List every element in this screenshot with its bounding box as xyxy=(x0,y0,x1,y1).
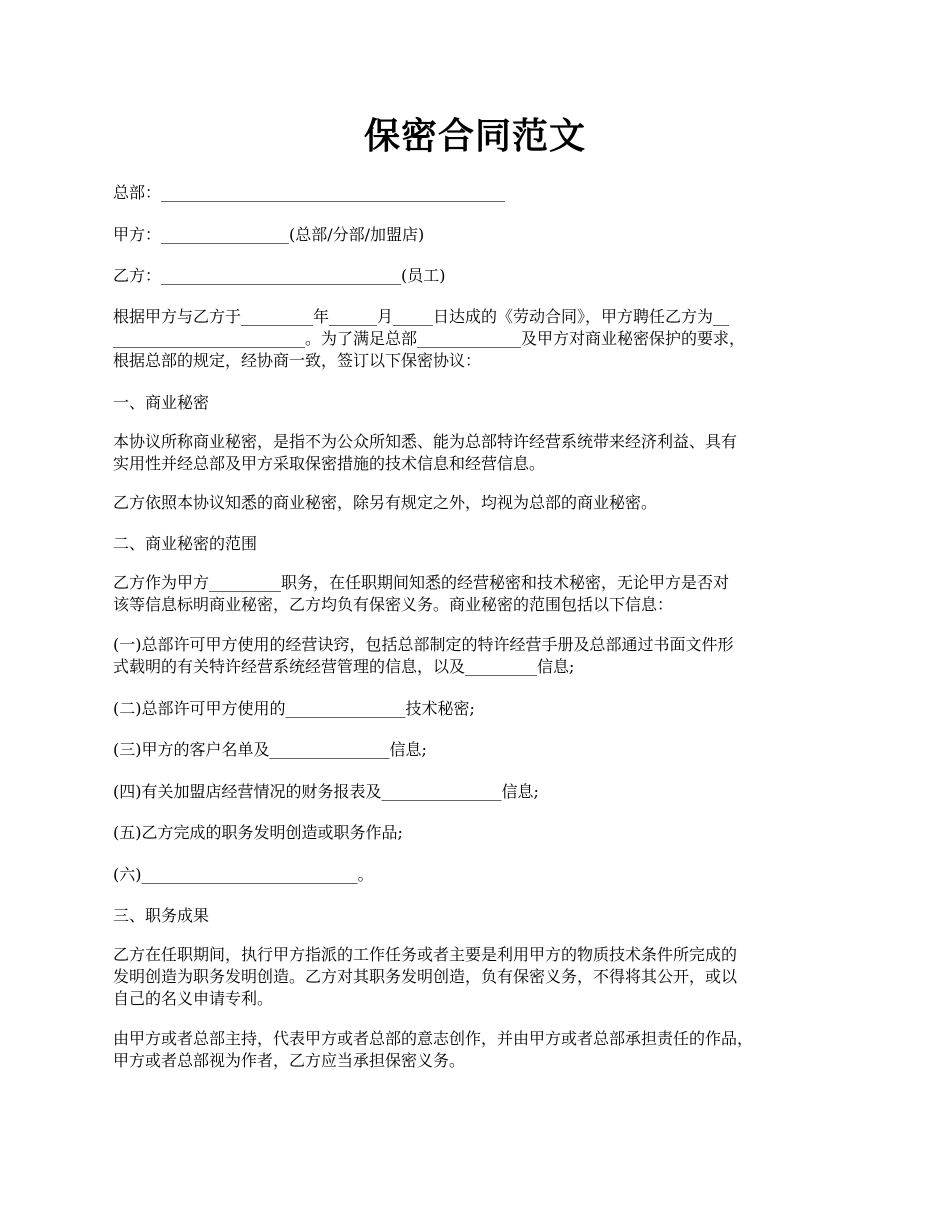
list-item: (二)总部许可甲方使用的_______________技术秘密; xyxy=(113,699,475,718)
paragraph-line: 乙方依照本协议知悉的商业秘密，除另有规定之外，均视为总部的商业秘密。 xyxy=(113,493,658,512)
intro-line: ________________________。为了满足总部_____________及甲方对商业秘密保护的要求， xyxy=(113,329,746,348)
paragraph-line: 发明创造为职务发明创造。乙方对其职务发明创造，负有保密义务，不得将其公开，或以 xyxy=(113,967,738,986)
section-heading: 二、商业秘密的范围 xyxy=(113,534,258,553)
intro-line: 根据总部的规定，经协商一致，签订以下保密协议： xyxy=(113,351,482,370)
paragraph-line: 本协议所称商业秘密，是指不为公众所知悉、能为总部特许经营系统带来经济利益、具有 xyxy=(113,432,738,451)
list-item: (四)有关加盟店经营情况的财务报表及_______________信息; xyxy=(113,782,539,801)
field-party-a: 甲方：________________(总部/分部/加盟店) xyxy=(113,225,425,244)
intro-line: 根据甲方与乙方于_________年______月_____日达成的《劳动合同》，甲方聘任乙方为__ xyxy=(113,307,730,326)
section-heading: 一、商业秘密 xyxy=(113,393,210,412)
paragraph-line: 乙方在任职期间，执行甲方指派的工作任务或者主要是利用甲方的物质技术条件所完成的 xyxy=(113,945,738,964)
paragraph-line: 该等信息标明商业秘密，乙方均负有保密义务。商业秘密的范围包括以下信息： xyxy=(113,595,674,614)
document-title: 保密合同范文 xyxy=(363,115,586,157)
paragraph-line: 实用性并经总部及甲方采取保密措施的技术信息和经营信息。 xyxy=(113,454,546,473)
field-party-b: 乙方：______________________________(员工) xyxy=(113,266,446,285)
list-item-line: (一)总部许可甲方使用的经营诀窍，包括总部制定的特许经营手册及总部通过书面文件形 xyxy=(113,635,734,654)
list-item: (五)乙方完成的职务发明创造或职务作品; xyxy=(113,823,403,842)
paragraph-line: 由甲方或者总部主持，代表甲方或者总部的意志创作，并由甲方或者总部承担责任的作品， xyxy=(113,1029,754,1048)
list-item-line: 式载明的有关特许经营系统经营管理的信息，以及_________信息; xyxy=(113,657,575,676)
field-headquarters: 总部：___________________________________________ xyxy=(113,183,506,202)
paragraph-line: 乙方作为甲方_________职务，在任职期间知悉的经营秘密和技术秘密，无论甲方是否对 xyxy=(113,573,730,592)
section-heading: 三、职务成果 xyxy=(113,906,210,925)
paragraph-line: 甲方或者总部视为作者，乙方应当承担保密义务。 xyxy=(113,1051,466,1070)
list-item: (六)___________________________。 xyxy=(113,865,374,884)
paragraph-line: 自己的名义申请专利。 xyxy=(113,989,274,1008)
list-item: (三)甲方的客户名单及_______________信息; xyxy=(113,740,427,759)
